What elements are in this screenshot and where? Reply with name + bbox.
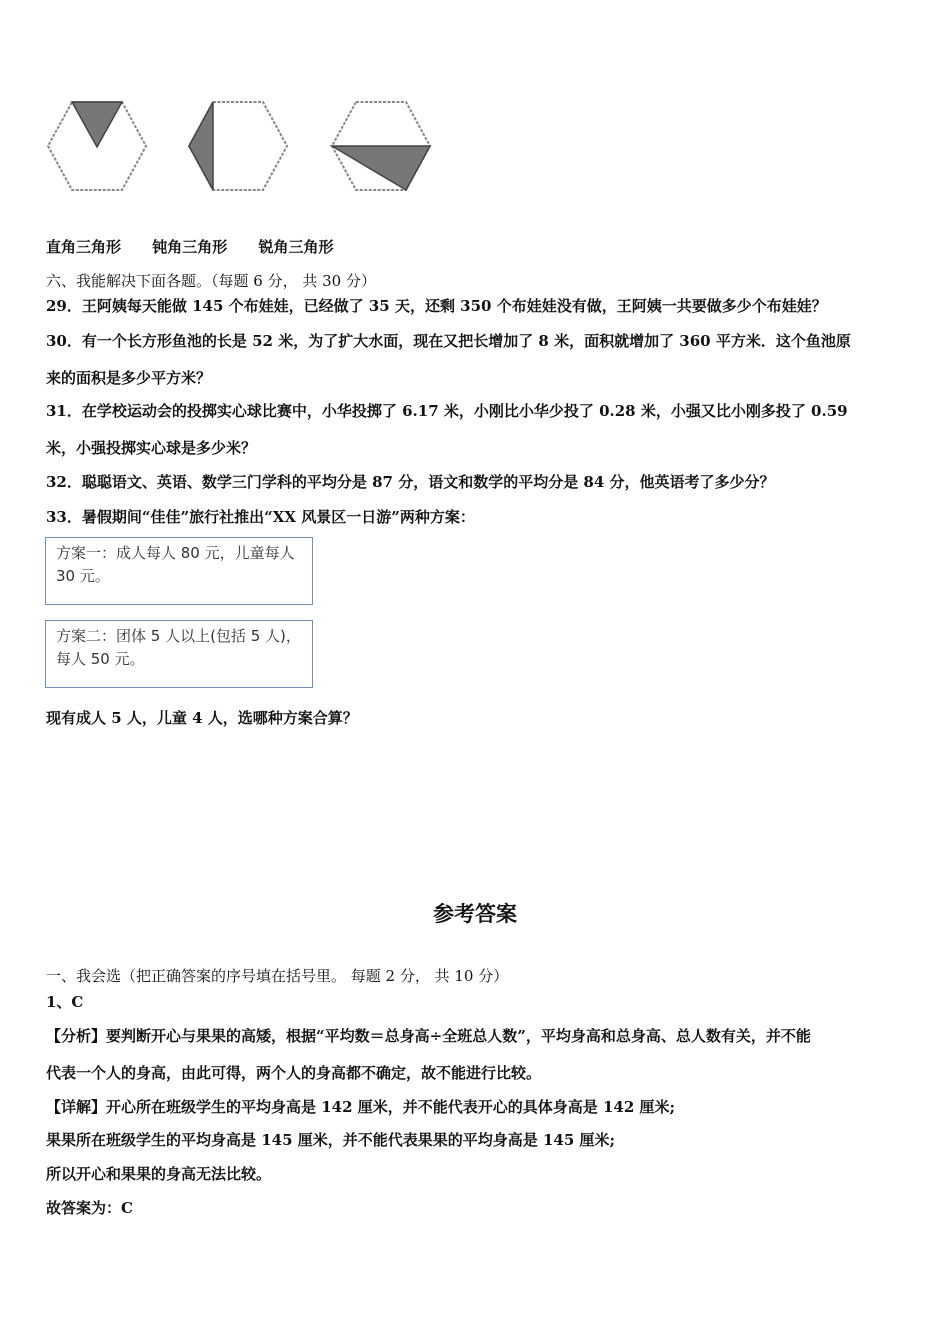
hexagon-figures xyxy=(44,98,444,194)
question-33: 33．暑假期间“佳佳”旅行社推出“XX 风景区一日游”两种方案： xyxy=(46,508,475,526)
question-32: 32．聪聪语文、英语、数学三门学科的平均分是 87 分，语文和数学的平均分是 84 分，他英语考了多少分？ xyxy=(46,473,775,491)
section1-heading: 一、我会选（把正确答案的序号填在括号里。 每题 2 分， 共 10 分） xyxy=(46,967,509,985)
hexagon-figure-2 xyxy=(185,98,291,194)
plan-1-box: 方案一：成人每人 80 元，儿童每人 30 元。 xyxy=(45,537,313,605)
answers-title: 参考答案 xyxy=(433,902,517,926)
analysis-line2: 代表一个人的身高，由此可得，两个人的身高都不确定，故不能进行比较。 xyxy=(46,1064,542,1082)
plan-2-box: 方案二：团体 5 人以上(包括 5 人)，每人 50 元。 xyxy=(45,620,313,688)
question-31-line2: 米，小强投掷实心球是多少米？ xyxy=(46,439,257,457)
detail-line1: 【详解】开心所在班级学生的平均身高是 142 厘米，并不能代表开心的具体身高是 142 厘米; xyxy=(46,1098,676,1116)
question-30-line1: 30．有一个长方形鱼池的长是 52 米，为了扩大水面，现在又把长增加了 8 米，面积就增加了 360 平方米．这个鱼池原 xyxy=(46,332,851,350)
section6-heading: 六、我能解决下面各题。（每题 6 分， 共 30 分） xyxy=(46,272,376,290)
detail-line2: 果果所在班级学生的平均身高是 145 厘米，并不能代表果果的平均身高是 145 厘米; xyxy=(46,1131,616,1149)
analysis-line1: 【分析】要判断开心与果果的高矮，根据“平均数＝总身高÷全班总人数”，平均身高和总身高、总人数有关，并不能 xyxy=(46,1027,811,1045)
answer-1: 1、C xyxy=(46,993,84,1011)
hexagon-figure-3 xyxy=(328,98,434,194)
question-33-prompt: 现有成人 5 人，儿童 4 人，选哪种方案合算？ xyxy=(46,709,358,727)
shape-label-acute: 锐角三角形 xyxy=(258,238,334,256)
hexagon-figure-1 xyxy=(44,98,150,194)
question-29: 29．王阿姨每天能做 145 个布娃娃，已经做了 35 天，还剩 350 个布娃娃没有做，王阿姨一共要做多少个布娃娃？ xyxy=(46,297,827,315)
conclusion: 故答案为：C xyxy=(46,1199,133,1217)
detail-line3: 所以开心和果果的身高无法比较。 xyxy=(46,1165,272,1183)
shape-labels xyxy=(46,236,360,257)
shape-label-obtuse: 钝角三角形 xyxy=(152,238,228,256)
question-31-line1: 31．在学校运动会的投掷实心球比赛中，小华投掷了 6.17 米，小刚比小华少投了 0.28 米，小强又比小刚多投了 0.59 xyxy=(46,402,848,420)
shape-label-right: 直角三角形 xyxy=(46,238,122,256)
question-30-line2: 来的面积是多少平方米？ xyxy=(46,369,212,387)
